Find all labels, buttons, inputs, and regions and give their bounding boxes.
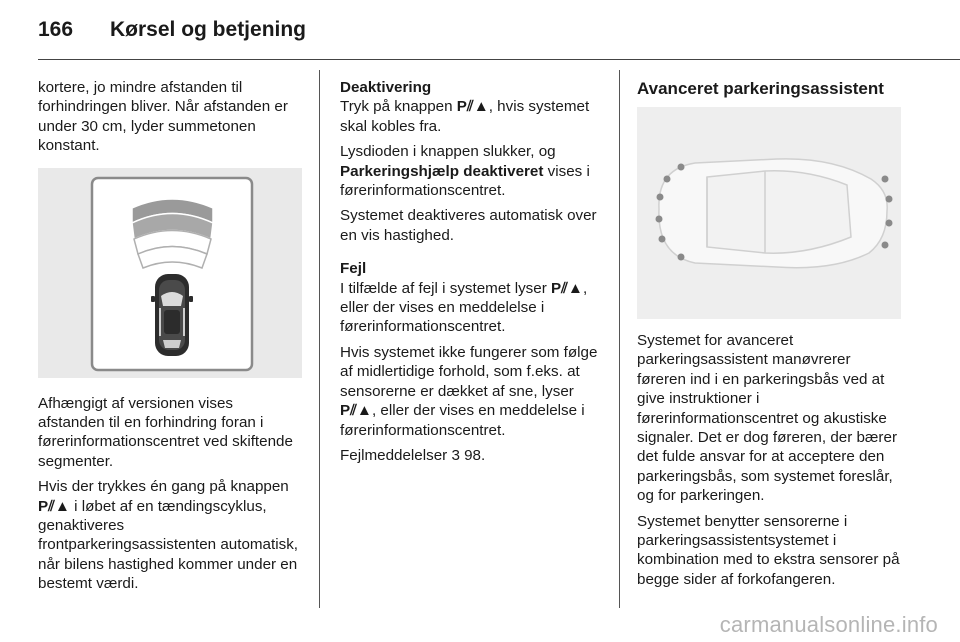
- sensor-dot: [659, 236, 666, 243]
- park-assist-button-icon: P⫽▲: [38, 497, 70, 515]
- sensor-dot: [886, 220, 893, 227]
- park-assist-warning-icon: P⫽▲: [340, 402, 372, 420]
- paragraph-fault-3: Fejlmeddelelser 3 98.: [340, 446, 486, 464]
- column-divider-1: [319, 70, 320, 608]
- paragraph-deact-3: Systemet deaktiveres automatisk over en vis hastighed.: [340, 207, 597, 244]
- chapter-title: Kørsel og betjening: [110, 18, 307, 41]
- column-1: [38, 78, 302, 600]
- paragraph-intro: kortere, jo mindre afstanden til forhindringen bliver. Når afstanden er under 30 cm, lyder summetonen konstant.: [38, 79, 288, 155]
- paragraph-segments: Afhængigt af versionen vises afstanden til en forhindring foran i førerinformationscentret ved skiftende segmenter.: [38, 394, 293, 470]
- paragraph-deact-2: Lysdioden i knappen slukker, og Parkeringshjælp deaktiveret vises i førerinformationscentret.: [340, 143, 590, 200]
- paragraph-advanced-2: Systemet benytter sensorerne i parkeringsassistentsystemet i kombination med to ekstra sensorer på begge sider af forkofangeren.: [637, 512, 900, 588]
- paragraph-reactivation: Hvis der trykkes én gang på knappen P⫽▲ i løbet af en tændingscyklus, genaktiveres frontparkeringsassistenten automatisk, når bilens hastighed kommer under en bestemt værdi.: [38, 478, 299, 593]
- paragraph-deact-1: Tryk på knappen P⫽▲, hvis systemet skal kobles fra.: [340, 98, 590, 135]
- column-2: [340, 78, 602, 471]
- message-parking-deactivated: Parkeringshjælp deaktiveret: [340, 162, 544, 180]
- paragraph-fault-1: I tilfælde af fejl i systemet lyser P⫽▲, eller der vises en meddelelse i førerinformationscentret.: [340, 279, 588, 336]
- distance-segments-figure: [38, 168, 302, 378]
- header-divider: [38, 59, 960, 60]
- column-divider-2: [619, 70, 620, 608]
- paragraph-fault-2: Hvis systemet ikke fungerer som følge af midlertidige forhold, som f.eks. at sensorerne er dækket af sne, lyser P⫽▲, eller der vises en meddelelse i førerinformationscentret.: [340, 343, 598, 439]
- sensor-dot: [886, 196, 893, 203]
- sensor-dot: [678, 164, 685, 171]
- heading-deactivation: Deaktivering: [340, 79, 432, 96]
- paragraph-advanced-1: Systemet for avanceret parkeringsassistent manøvrerer føreren ind i en parkeringsbås ved at give instruktioner i førerinformationscentret og akustiske signaler. Det er dog føreren, der bærer det fulde ansvar for at acceptere den parkeringsbås, som systemet foreslår, og for parkeringen.: [637, 332, 897, 505]
- heading-fault: Fejl: [340, 260, 367, 278]
- park-assist-warning-icon: P⫽▲: [551, 279, 583, 297]
- sensor-dot: [882, 242, 889, 249]
- sensor-dot: [882, 176, 889, 183]
- park-assist-button-icon: P⫽▲: [456, 98, 489, 116]
- column-3: [637, 78, 903, 595]
- page-number: 166: [38, 18, 74, 41]
- sensor-dot: [657, 194, 664, 201]
- page-header: [38, 18, 306, 42]
- car-outline-icon: [659, 159, 887, 268]
- page-reference-arrow-icon[interactable]: 3: [451, 446, 460, 464]
- section-title: Avanceret parkeringsassistent: [637, 79, 884, 98]
- sensor-dot: [664, 176, 671, 183]
- sensor-layout-figure: [637, 107, 901, 319]
- sensor-dot: [678, 254, 685, 261]
- sensor-dot: [656, 216, 663, 223]
- car-top-view-icon: [151, 274, 193, 356]
- watermark: carmanualsonline.info: [719, 612, 938, 637]
